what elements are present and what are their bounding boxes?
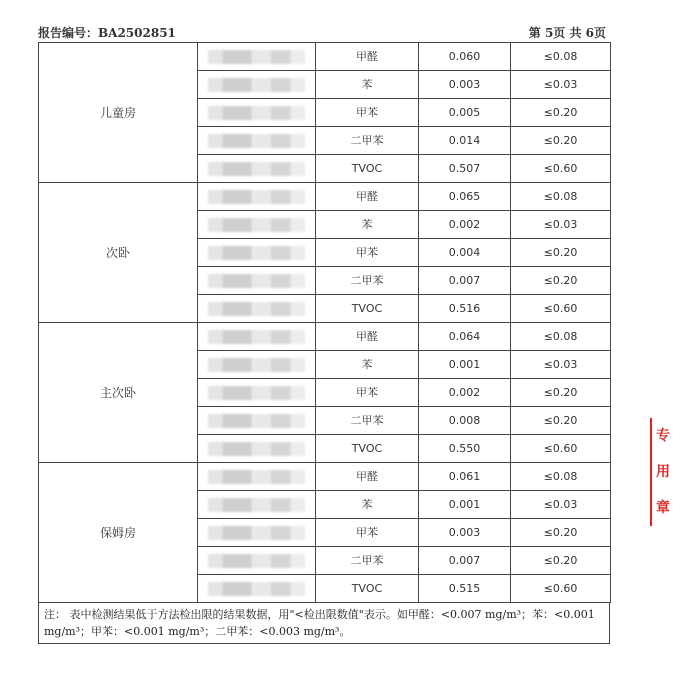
redaction-blur [208, 274, 305, 288]
table-row [39, 323, 611, 351]
measured-value: 0.003 [419, 519, 511, 547]
redacted-cell [198, 71, 316, 99]
redacted-cell [198, 211, 316, 239]
measured-value: 0.002 [419, 379, 511, 407]
measured-value: 0.515 [419, 575, 511, 603]
redaction-blur [208, 470, 305, 484]
pollutant: 二甲苯 [316, 547, 419, 575]
pollutant: 甲苯 [316, 239, 419, 267]
measured-value: 0.061 [419, 463, 511, 491]
limit-value: ≤0.20 [511, 547, 611, 575]
redaction-blur [208, 386, 305, 400]
redacted-cell [198, 295, 316, 323]
redaction-blur [208, 330, 305, 344]
measured-value: 0.060 [419, 43, 511, 71]
room-name: 保姆房 [39, 463, 198, 603]
redacted-cell [198, 463, 316, 491]
measured-value: 0.014 [419, 127, 511, 155]
measured-value: 0.004 [419, 239, 511, 267]
measured-value: 0.001 [419, 351, 511, 379]
redaction-blur [208, 106, 305, 120]
measured-value: 0.550 [419, 435, 511, 463]
page-indicator: 第 5页 共 6页 [528, 26, 606, 40]
redacted-cell [198, 43, 316, 71]
limit-value: ≤0.20 [511, 407, 611, 435]
limit-value: ≤0.20 [511, 379, 611, 407]
redaction-blur [208, 78, 305, 92]
redacted-cell [198, 323, 316, 351]
redacted-cell [198, 491, 316, 519]
redacted-cell [198, 183, 316, 211]
redacted-cell [198, 99, 316, 127]
measured-value: 0.005 [419, 99, 511, 127]
limit-value: ≤0.03 [511, 351, 611, 379]
redacted-cell [198, 239, 316, 267]
redaction-blur [208, 302, 305, 316]
pollutant: TVOC [316, 155, 419, 183]
measured-value: 0.003 [419, 71, 511, 99]
redaction-blur [208, 498, 305, 512]
limit-value: ≤0.08 [511, 43, 611, 71]
limit-value: ≤0.60 [511, 435, 611, 463]
measured-value: 0.065 [419, 183, 511, 211]
redacted-cell [198, 407, 316, 435]
pollutant: 苯 [316, 491, 419, 519]
pollutant: 甲苯 [316, 99, 419, 127]
limit-value: ≤0.20 [511, 127, 611, 155]
pollutant: 二甲苯 [316, 407, 419, 435]
pollutant: 甲醛 [316, 183, 419, 211]
redacted-cell [198, 547, 316, 575]
pollutant: TVOC [316, 435, 419, 463]
limit-value: ≤0.60 [511, 575, 611, 603]
pollutant: TVOC [316, 295, 419, 323]
redaction-blur [208, 246, 305, 260]
pollutant: 二甲苯 [316, 267, 419, 295]
seal-character: 专 [656, 428, 670, 444]
redaction-blur [208, 358, 305, 372]
limit-value: ≤0.20 [511, 267, 611, 295]
limit-value: ≤0.08 [511, 323, 611, 351]
redaction-blur [208, 526, 305, 540]
measured-value: 0.002 [419, 211, 511, 239]
measured-value: 0.516 [419, 295, 511, 323]
room-name: 儿童房 [39, 43, 198, 183]
redaction-blur [208, 162, 305, 176]
measured-value: 0.507 [419, 155, 511, 183]
pollutant: TVOC [316, 575, 419, 603]
redaction-blur [208, 218, 305, 232]
measured-value: 0.007 [419, 547, 511, 575]
pollutant: 甲醛 [316, 43, 419, 71]
redaction-blur [208, 554, 305, 568]
official-seal-stamp [650, 418, 674, 526]
redacted-cell [198, 575, 316, 603]
pollutant: 苯 [316, 211, 419, 239]
table-row [39, 183, 611, 211]
redaction-blur [208, 414, 305, 428]
redaction-blur [208, 50, 305, 64]
redaction-blur [208, 190, 305, 204]
pollutant: 甲苯 [316, 379, 419, 407]
report-body [38, 42, 610, 644]
redaction-blur [208, 134, 305, 148]
pollutant: 苯 [316, 351, 419, 379]
redacted-cell [198, 127, 316, 155]
limit-value: ≤0.03 [511, 71, 611, 99]
seal-character: 章 [656, 500, 670, 516]
redacted-cell [198, 519, 316, 547]
measured-value: 0.007 [419, 267, 511, 295]
redacted-cell [198, 351, 316, 379]
redacted-cell [198, 379, 316, 407]
pollutant: 苯 [316, 71, 419, 99]
limit-value: ≤0.03 [511, 211, 611, 239]
seal-character: 用 [656, 464, 670, 480]
redacted-cell [198, 155, 316, 183]
pollutant: 甲醛 [316, 463, 419, 491]
limit-value: ≤0.08 [511, 183, 611, 211]
test-results-table [38, 42, 611, 603]
pollutant: 甲醛 [316, 323, 419, 351]
limit-value: ≤0.20 [511, 519, 611, 547]
pollutant: 甲苯 [316, 519, 419, 547]
limit-value: ≤0.20 [511, 99, 611, 127]
report-number: 报告编号：BA2502851 [38, 26, 176, 40]
measured-value: 0.001 [419, 491, 511, 519]
redaction-blur [208, 582, 305, 596]
limit-value: ≤0.20 [511, 239, 611, 267]
limit-value: ≤0.60 [511, 295, 611, 323]
measured-value: 0.064 [419, 323, 511, 351]
limit-value: ≤0.08 [511, 463, 611, 491]
redacted-cell [198, 267, 316, 295]
footnote: 注： 表中检测结果低于方法检出限的结果数据，用"<检出限数值"表示。如甲醛：<0.007 mg/m³；苯：<0.001 mg/m³；甲苯：<0.001 mg/m³；二甲苯：<0.003 mg/m³。 [38, 603, 610, 644]
limit-value: ≤0.03 [511, 491, 611, 519]
pollutant: 二甲苯 [316, 127, 419, 155]
measured-value: 0.008 [419, 407, 511, 435]
table-row [39, 463, 611, 491]
limit-value: ≤0.60 [511, 155, 611, 183]
room-name: 次卧 [39, 183, 198, 323]
redaction-blur [208, 442, 305, 456]
table-row [39, 43, 611, 71]
room-name: 主次卧 [39, 323, 198, 463]
redacted-cell [198, 435, 316, 463]
